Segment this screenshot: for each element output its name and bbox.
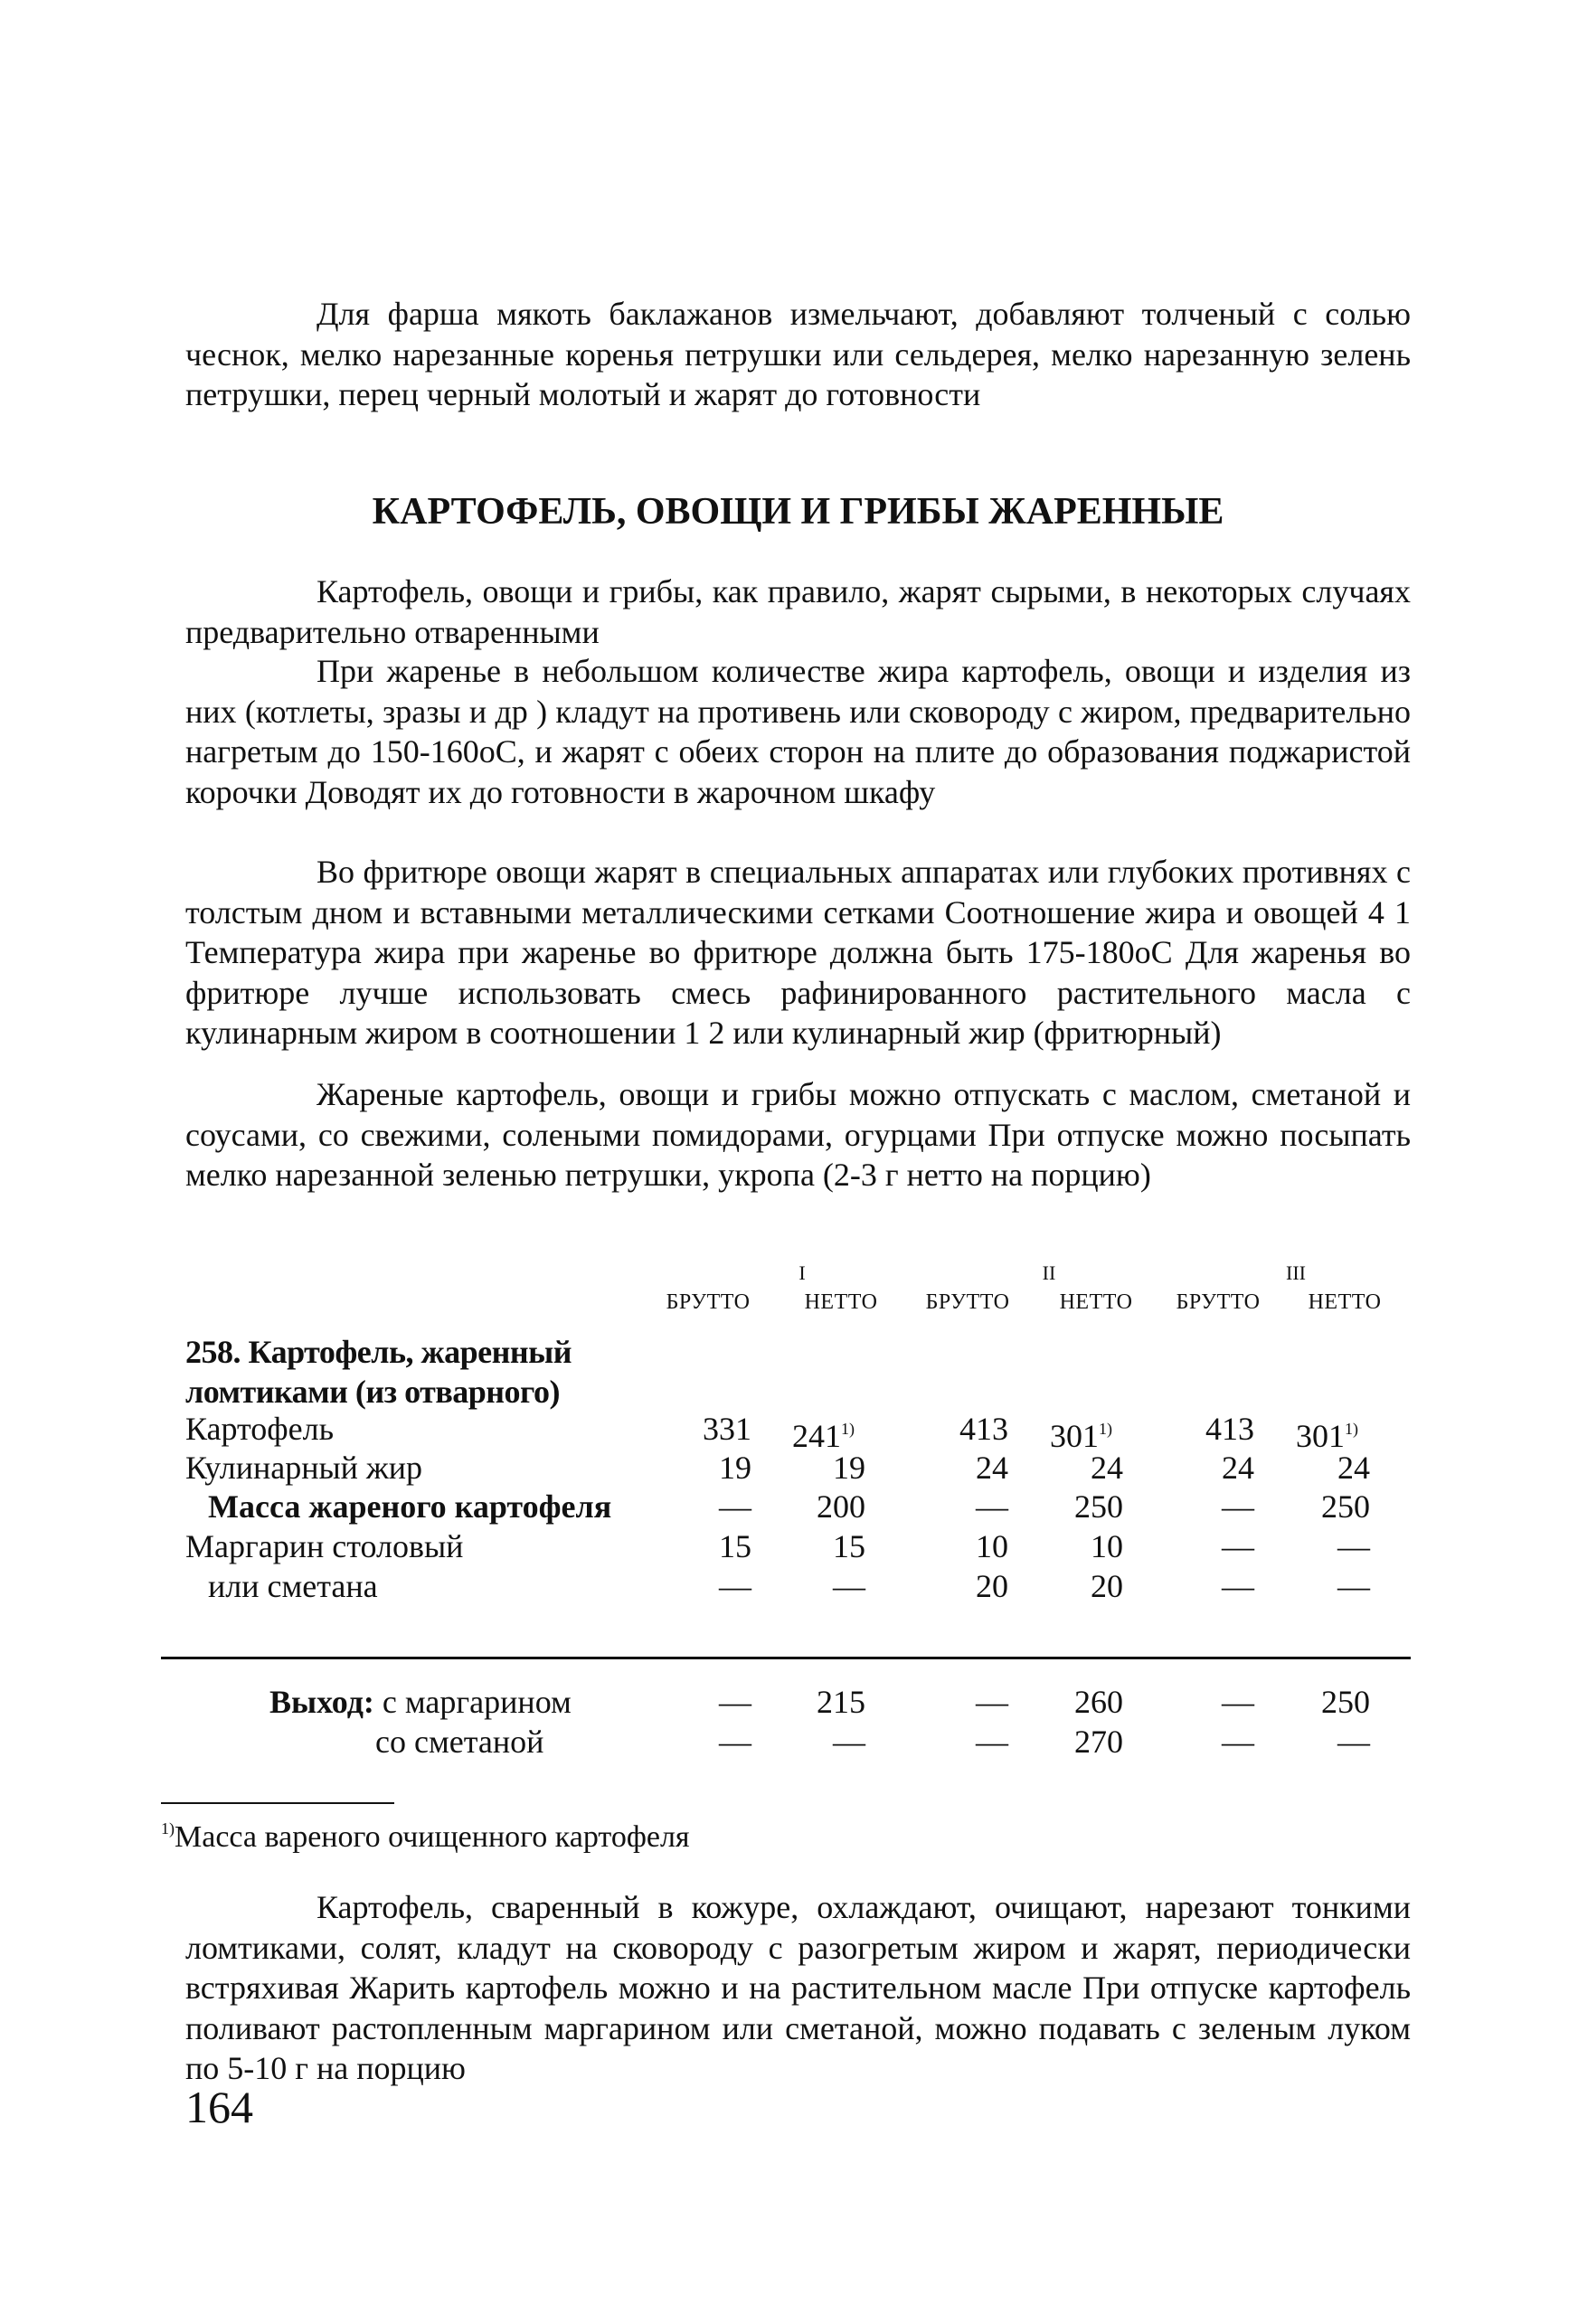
cell: 250 [1321, 1488, 1370, 1525]
page-number: 164 [185, 2082, 253, 2132]
output-label-margarine [269, 1682, 572, 1722]
intro-paragraph: Для фарша мякоть баклажанов измельчают, добавляют толченый с солью чеснок, мелко нарезанные коренья петрушки или сельдерея, мелко нарезанную зелень петрушки, перец черный молотый и жарят до готовности [185, 296, 1411, 412]
col-head-6: НЕТТО [1308, 1290, 1382, 1314]
cell: — [719, 1684, 751, 1720]
footnote-rule [161, 1802, 394, 1804]
cell: — [719, 1724, 751, 1760]
cell: 200 [817, 1488, 865, 1525]
cell: 260 [1074, 1684, 1123, 1720]
section-heading: КАРТОФЕЛЬ, ОВОЩИ И ГРИБЫ ЖАРЕННЫЕ [372, 491, 1224, 533]
cell: — [1222, 1684, 1254, 1720]
recipe-title: 258. Картофель, жаренный ломтиками (из отварного) [185, 1334, 572, 1410]
output-label-sour-cream: со сметаной [375, 1724, 544, 1760]
table-divider [161, 1657, 1411, 1659]
output-variant: с маргарином [382, 1684, 572, 1720]
col-head-1: БРУТТО [666, 1290, 751, 1314]
paragraph-3: Во фритюре овощи жарят в специальных аппаратах или глубоких противнях с толстым дном и вставными металлическими сетками Соотношение жира и овощей 4 1 Температура жира при жаренье во фритюре должна быть 175-180оС Для жаренья во фритюре лучше использовать смесь рафинированного растительного масла с кулинарным жиром в соотношении 1 2 или кулинарный жир (фритюрный) [185, 854, 1411, 1051]
cell: 24 [976, 1450, 1008, 1486]
cell: — [976, 1488, 1008, 1525]
row-label-sour-cream: или сметана [208, 1568, 378, 1604]
row-label-potato: Картофель [185, 1411, 334, 1447]
cell: — [1222, 1724, 1254, 1760]
paragraph-1: Картофель, овощи и грибы, как правило, жарят сырыми, в некоторых случаях предварительно отваренными [185, 573, 1411, 650]
cell: 24 [1222, 1450, 1254, 1486]
row-label-margarine: Маргарин столовый [185, 1528, 464, 1564]
cell-value: 301 [1296, 1418, 1345, 1454]
footnote-ref: 1) [1345, 1420, 1358, 1438]
col-head-4: НЕТТО [1059, 1290, 1133, 1314]
paragraph-2: При жаренье в небольшом количестве жира картофель, овощи и изделия из них (котлеты, зразы и др ) кладут на противень или сковороду с жиром, предварительно нагретым до 150-160оС, и жарят с обеих сторон на плите до образования поджаристой корочки Доводят их до готовности в жарочном шкафу [185, 653, 1411, 810]
cell: — [976, 1724, 1008, 1760]
group-label-3: III [1286, 1261, 1306, 1284]
group-label-2: II [1042, 1261, 1056, 1284]
method-paragraph: Картофель, сваренный в кожуре, охлаждают, очищают, нарезают тонкими ломтиками, солят, кладут на сковороду с разогретым жиром и жарят, периодически встряхивая Жарить картофель можно и на растительном масле При отпуске картофель поливают растопленным маргарином или сметаной, можно подавать с зеленым луком по 5-10 г на порцию [185, 1889, 1411, 2086]
recipe-table [185, 1261, 1411, 1795]
cell: — [833, 1568, 865, 1604]
cell-value: 301 [1050, 1418, 1099, 1454]
cell: — [1337, 1568, 1370, 1604]
footnote-ref: 1) [1099, 1420, 1112, 1438]
footnote-text: Масса вареного очищенного картофеля [175, 1820, 690, 1854]
row-label-fat: Кулинарный жир [185, 1450, 423, 1486]
footnote [161, 1809, 690, 1857]
output-heading: Выход: [269, 1684, 374, 1720]
cell: 215 [817, 1684, 865, 1720]
paragraph-4: Жареные картофель, овощи и грибы можно отпускать с маслом, сметаной и соусами, со свежими, солеными помидорами, огурцами При отпуске можно посыпать мелко нарезанной зеленью петрушки, укропа (2-3 г нетто на порцию) [185, 1076, 1411, 1193]
cell: 413 [959, 1411, 1008, 1447]
cell: — [1337, 1528, 1370, 1564]
cell-value: 241 [792, 1418, 841, 1454]
cell: 270 [1074, 1724, 1123, 1760]
col-head-2: НЕТТО [804, 1290, 878, 1314]
group-label-1: I [798, 1261, 806, 1284]
cell: — [1337, 1724, 1370, 1760]
cell: 20 [1091, 1568, 1123, 1604]
col-head-3: БРУТТО [925, 1290, 1010, 1314]
cell: 331 [703, 1411, 751, 1447]
footnote-marker: 1) [161, 1819, 175, 1837]
footnote-ref: 1) [841, 1420, 855, 1438]
cell: — [976, 1684, 1008, 1720]
cell: 250 [1074, 1488, 1123, 1525]
cell: 19 [719, 1450, 751, 1486]
cell: 413 [1205, 1411, 1254, 1447]
cell: — [719, 1488, 751, 1525]
col-head-5: БРУТТО [1176, 1290, 1261, 1314]
cell: 19 [833, 1450, 865, 1486]
cell: 24 [1091, 1450, 1123, 1486]
cell: 15 [719, 1528, 751, 1564]
cell: — [1222, 1568, 1254, 1604]
cell: 24 [1337, 1450, 1370, 1486]
cell: 250 [1321, 1684, 1370, 1720]
cell: — [719, 1568, 751, 1604]
cell: — [1222, 1488, 1254, 1525]
cell: — [1222, 1528, 1254, 1564]
cell: 10 [976, 1528, 1008, 1564]
cell: 10 [1091, 1528, 1123, 1564]
row-label-fried-mass: Масса жареного картофеля [208, 1488, 612, 1525]
cell: 15 [833, 1528, 865, 1564]
cell: 20 [976, 1568, 1008, 1604]
cell: — [833, 1724, 865, 1760]
